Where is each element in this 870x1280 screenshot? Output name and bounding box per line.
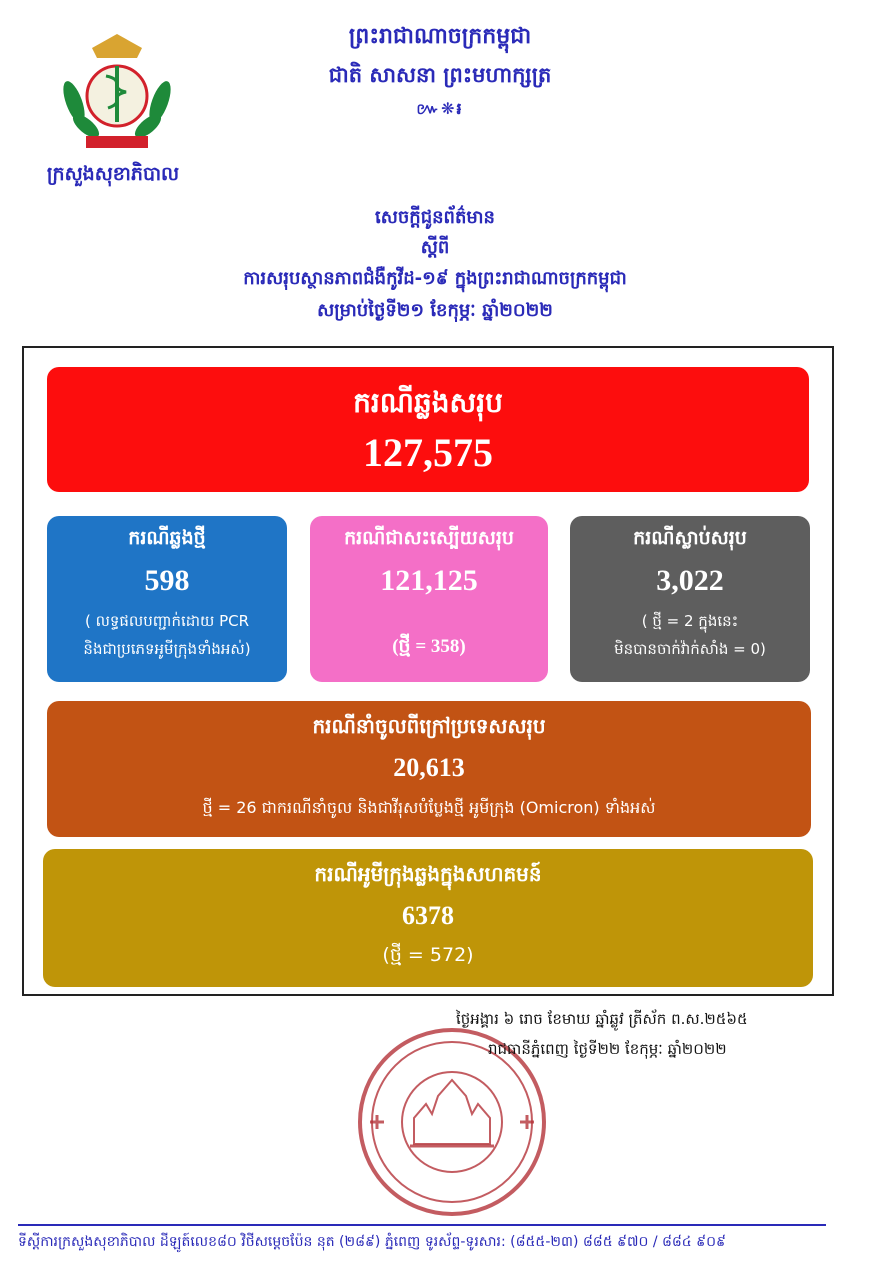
recovered-cases-new: (ថ្មី = 358) xyxy=(392,636,466,657)
community-omicron-card xyxy=(43,849,813,987)
deaths-note-line2: មិនបានចាក់វ៉ាក់សាំង = 0) xyxy=(614,640,766,658)
new-cases-note-line2: និងជាប្រភេទអូមីក្រុងទាំងអស់) xyxy=(83,640,251,658)
community-omicron-new: (ថ្មី = 572) xyxy=(382,944,474,966)
total-cases-card xyxy=(47,367,809,492)
new-cases-value: 598 xyxy=(144,564,190,597)
imported-cases-note: ថ្មី = 26 ជាករណីនាំចូល និងជាវីរុសបំប្លែងថ្មី អូមីក្រុង (Omicron) ទាំងអស់ xyxy=(202,798,656,817)
community-omicron-value: 6378 xyxy=(402,901,454,930)
imported-cases-card xyxy=(47,701,811,837)
national-motto: ជាតិ សាសនា ព្រះមហាក្សត្រ xyxy=(328,63,552,87)
press-release-about: ស្ដីពី xyxy=(420,237,450,258)
new-cases-note-line1: ( លទ្ធផលបញ្ជាក់ដោយ PCR xyxy=(84,612,250,630)
deaths-card xyxy=(570,516,810,682)
recovered-cases-value: 121,125 xyxy=(380,564,478,597)
total-cases-title: ករណីឆ្លងសរុប xyxy=(353,386,503,419)
new-cases-card xyxy=(47,516,287,682)
imported-cases-title: ករណីនាំចូលពីក្រៅប្រទេសសរុប xyxy=(312,714,546,738)
ministry-emblem-logo xyxy=(52,30,182,160)
lunar-date-line: ថ្ងៃអង្គារ ៦ រោច ខែមាឃ ឆ្នាំឆ្លូវ ត្រីស័ក ព.ស.២៥៦៥ xyxy=(456,1010,748,1028)
recovered-cases-title: ករណីជាសះស្បើយសរុប xyxy=(344,527,514,549)
press-release-title: សេចក្ដីជូនព័ត៌មាន xyxy=(375,207,495,228)
recovered-cases-card xyxy=(310,516,548,682)
press-release-subject: ការសរុបស្ថានភាពជំងឺកូវីដ-១៩ ក្នុងព្រះរាជាណាចក្រកម្ពុជា xyxy=(243,268,627,289)
ministry-name: ក្រសួងសុខាភិបាល xyxy=(46,163,180,185)
total-cases-value: 127,575 xyxy=(363,430,493,475)
footer-address: ទីស្ដីការក្រសួងសុខាភិបាល ដីឡូត៍លេខ៨០ វិថីសម្ដេចប៉ែន នុត (២៨៩) ភ្នំពេញ ទូរស័ព្ទ-ទូរសារ: (៨៥៥-២៣) ៨៨៥ ៩៧០ / ៨៨៤ ៩០៩ xyxy=(18,1234,726,1250)
deaths-title: ករណីស្លាប់សរុប xyxy=(633,527,747,549)
community-omicron-title: ករណីអូមីក្រុងឆ្លងក្នុងសហគមន៍ xyxy=(314,862,542,886)
place-date-line: រាជធានីភ្នំពេញ ថ្ងៃទី២២ ខែកុម្ភៈ ឆ្នាំ២០២២ xyxy=(488,1040,727,1058)
deaths-note-line1: ( ថ្មី = 2 ក្នុងនេះ xyxy=(641,612,739,630)
deaths-value: 3,022 xyxy=(656,564,724,597)
footer-divider xyxy=(18,1224,826,1226)
heading-ornament: ៚❋៛ xyxy=(416,99,464,118)
new-cases-title: ករណីឆ្លងថ្មី xyxy=(128,527,206,549)
imported-cases-value: 20,613 xyxy=(393,753,465,782)
press-release-date: សម្រាប់ថ្ងៃទី២១ ខែកុម្ភៈ ឆ្នាំ២០២២ xyxy=(317,300,553,321)
kingdom-heading: ព្រះរាជាណាចក្រកម្ពុជា xyxy=(348,24,532,49)
